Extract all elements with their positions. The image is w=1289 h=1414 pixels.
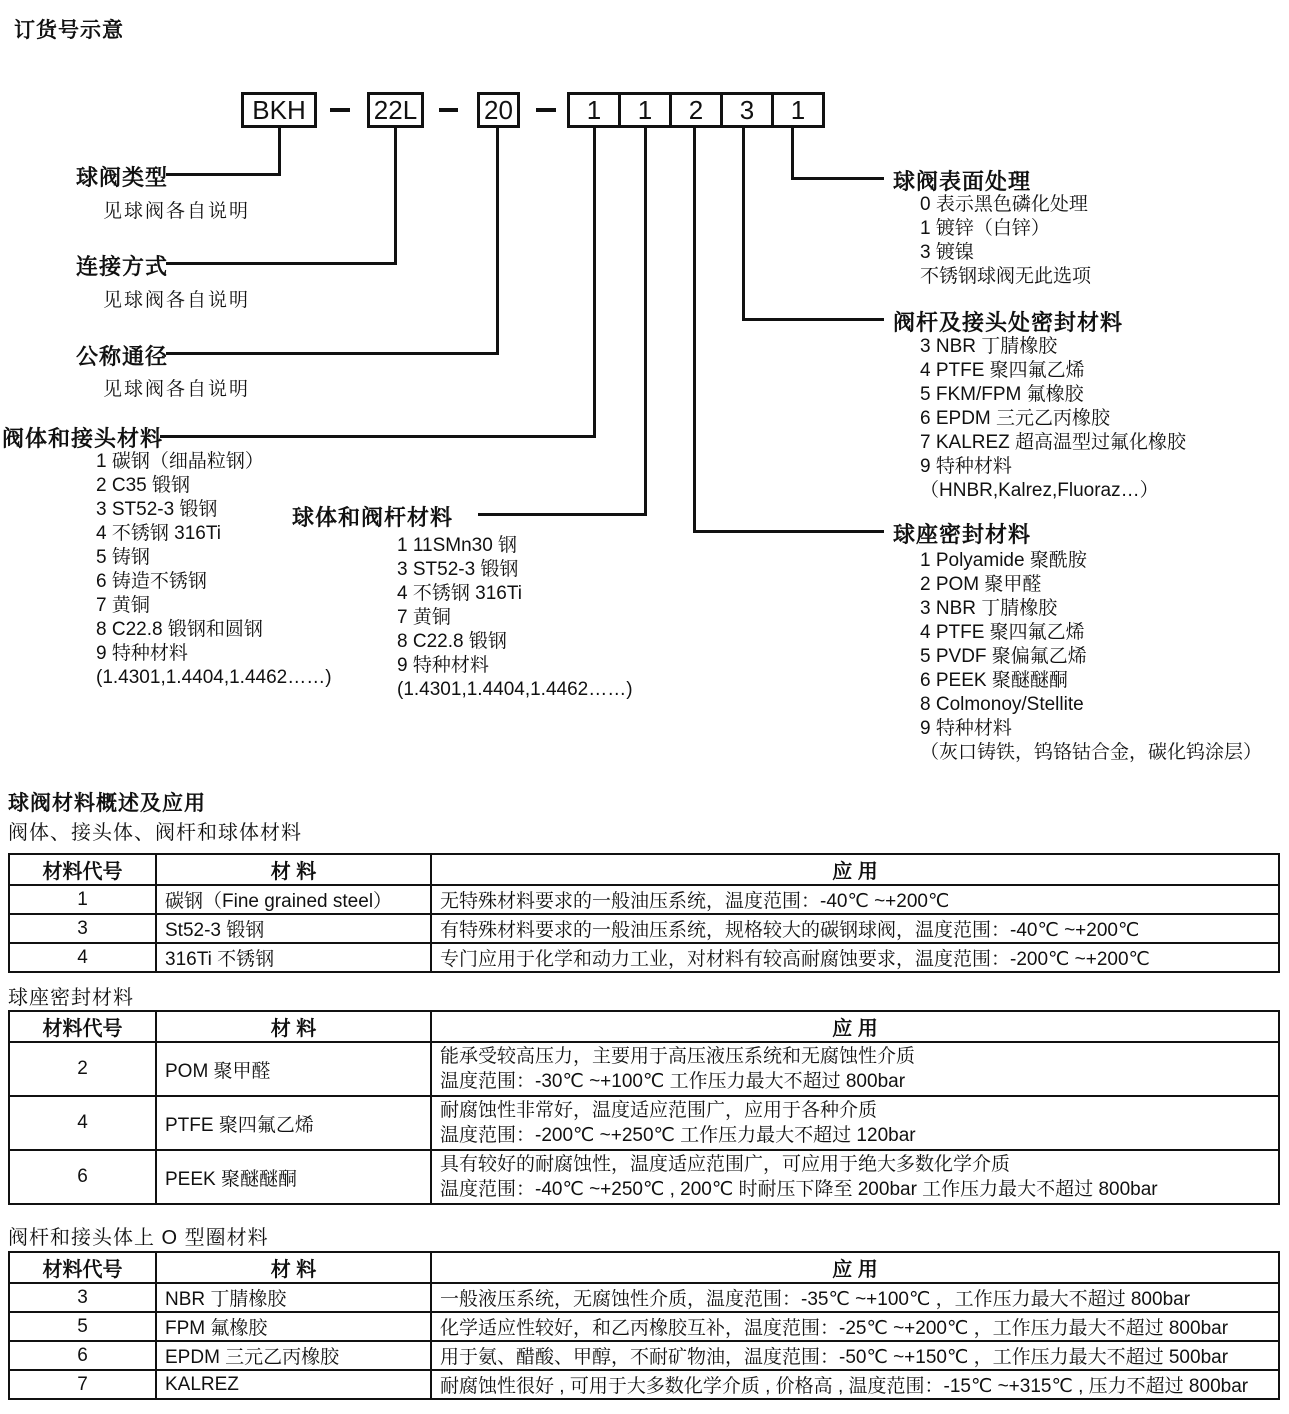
list-item: 4 不锈钢 316Ti xyxy=(96,523,221,544)
material-code-cell: 3 xyxy=(9,1283,156,1312)
material-code-cell: 4 xyxy=(9,943,156,972)
application-cell xyxy=(431,1096,1279,1150)
material-code-cell: 4 xyxy=(9,1096,156,1150)
application-cell xyxy=(431,1150,1279,1204)
list-item: 7 黄铜 xyxy=(397,607,451,628)
list-item: 8 C22.8 锻钢 xyxy=(397,631,507,652)
list-item: 9 特种材料 xyxy=(96,643,188,664)
list-item: 1 Polyamide 聚酰胺 xyxy=(920,550,1087,571)
list-item: 4 不锈钢 316Ti xyxy=(397,583,522,604)
body-material-list xyxy=(96,450,332,690)
connector-line xyxy=(791,128,794,180)
dash-connector xyxy=(439,108,458,112)
list-item: 6 PEEK 聚醚醚酮 xyxy=(920,670,1068,691)
code-digit-cell: 2 xyxy=(669,95,720,125)
connector-line xyxy=(166,173,281,176)
connector-line xyxy=(693,530,884,533)
material-cell: EPDM 三元乙丙橡胶 xyxy=(156,1341,431,1370)
material-cell: St52-3 锻钢 xyxy=(156,914,431,943)
column-header: 应 用 xyxy=(431,854,1279,885)
column-header: 材料代号 xyxy=(9,1252,156,1283)
material-code-cell: 1 xyxy=(9,885,156,914)
callout-body-material-label: 阀体和接头材料 xyxy=(2,426,164,451)
code-digit-cell: 1 xyxy=(586,94,602,125)
application-cell: 无特殊材料要求的一般油压系统，温度范围：-40℃ ~+200℃ xyxy=(431,885,1279,914)
table-row xyxy=(9,1370,1279,1399)
list-item: 8 Colmonoy/Stellite xyxy=(920,694,1084,715)
code-bore-box: 20 xyxy=(477,92,520,128)
list-item: 1 镀锌（白锌） xyxy=(920,218,1050,239)
material-code-cell: 2 xyxy=(9,1042,156,1096)
list-item: 9 特种材料 xyxy=(397,655,489,676)
application-cell: 有特殊材料要求的一般油压系统，规格较大的碳钢球阀，温度范围：-40℃ ~+200℃ xyxy=(431,914,1279,943)
material-code-cell: 3 xyxy=(9,914,156,943)
surface-treatment-list xyxy=(920,193,1091,289)
list-item: (1.4301,1.4404,1.4462……) xyxy=(96,667,332,688)
material-cell: PTFE 聚四氟乙烯 xyxy=(156,1096,431,1150)
connector-line xyxy=(593,128,596,438)
connector-line xyxy=(742,318,884,321)
callout-bore-note: 见球阀各自说明 xyxy=(103,379,251,400)
overview-title: 球阀材料概述及应用 xyxy=(8,792,206,815)
connector-line xyxy=(394,128,397,265)
material-cell: KALREZ xyxy=(156,1370,431,1399)
list-item: 3 NBR 丁腈橡胶 xyxy=(920,336,1058,357)
column-header: 应 用 xyxy=(431,1011,1279,1042)
table3-subtitle: 阀杆和接头体上 O 型圈材料 xyxy=(8,1227,269,1249)
material-cell: FPM 氟橡胶 xyxy=(156,1312,431,1341)
list-item: 9 特种材料 xyxy=(920,456,1012,477)
code-connection-box: 22L xyxy=(367,92,424,128)
list-item: 6 铸造不锈钢 xyxy=(96,571,207,592)
callout-valve-type-note: 见球阀各自说明 xyxy=(103,201,251,222)
list-item: 1 碳钢（细晶粒钢） xyxy=(96,451,264,472)
connector-line xyxy=(278,128,281,176)
callout-seat-seal-label: 球座密封材料 xyxy=(893,522,1032,547)
column-header: 材 料 xyxy=(156,1252,431,1283)
material-code-cell: 7 xyxy=(9,1370,156,1399)
table-row xyxy=(9,1312,1279,1341)
list-item: 4 PTFE 聚四氟乙烯 xyxy=(920,360,1085,381)
list-item: 5 FKM/FPM 氟橡胶 xyxy=(920,384,1084,405)
list-item: 8 C22.8 锻钢和圆钢 xyxy=(96,619,263,640)
application-cell: 耐腐蚀性很好 , 可用于大多数化学介质 , 价格高 , 温度范围：-15℃ ~+315℃ , 压力不超过 800bar xyxy=(431,1370,1279,1399)
table-row xyxy=(9,943,1279,972)
callout-connection-note: 见球阀各自说明 xyxy=(103,290,251,311)
connector-line xyxy=(644,128,647,516)
application-line: 耐腐蚀性非常好，温度适应范围广，应用于各种介质 xyxy=(440,1100,878,1121)
application-cell xyxy=(431,1042,1279,1096)
application-cell: 化学适应性较好，和乙丙橡胶互补，温度范围：-25℃ ~+200℃ ，工作压力最大不超过 800bar xyxy=(431,1312,1279,1341)
list-item: 2 POM 聚甲醛 xyxy=(920,574,1042,595)
table1-subtitle: 阀体、接头体、阀杆和球体材料 xyxy=(8,822,302,844)
table-row xyxy=(9,914,1279,943)
seat-seal-materials-table xyxy=(8,1010,1280,1205)
connector-line xyxy=(166,352,499,355)
page-title: 订货号示意 xyxy=(14,19,124,42)
table2-subtitle: 球座密封材料 xyxy=(8,987,134,1009)
callout-surface-treatment-label: 球阀表面处理 xyxy=(893,169,1032,194)
code-digit-row xyxy=(567,92,825,128)
list-item: 2 C35 锻钢 xyxy=(96,475,190,496)
connector-line xyxy=(160,435,596,438)
table-row xyxy=(9,1042,1279,1096)
connector-line xyxy=(166,262,397,265)
callout-connection-label: 连接方式 xyxy=(76,254,169,279)
code-digit-cell: 1 xyxy=(618,95,669,125)
list-item: 不锈钢球阀无此选项 xyxy=(920,266,1092,287)
code-digit-cell: 1 xyxy=(771,95,822,125)
application-cell: 一般液压系统，无腐蚀性介质，温度范围：-35℃ ~+100℃ ，工作压力最大不超过 800bar xyxy=(431,1283,1279,1312)
material-cell: NBR 丁腈橡胶 xyxy=(156,1283,431,1312)
application-cell: 用于氨、醋酸、甲醇，不耐矿物油，温度范围：-50℃ ~+150℃ ，工作压力最大不超过 500bar xyxy=(431,1341,1279,1370)
application-line: 温度范围：-40℃ ~+250℃ , 200℃ 时耐压下降至 200bar 工作压力最大不超过 800bar xyxy=(440,1179,1158,1200)
callout-ball-stem-material-label: 球体和阀杆材料 xyxy=(292,505,454,530)
material-cell: 碳钢（Fine grained steel） xyxy=(156,885,431,914)
oring-materials-table xyxy=(8,1251,1280,1400)
list-item: 7 KALREZ 超高温型过氟化橡胶 xyxy=(920,432,1187,453)
code-digit-cell: 3 xyxy=(720,95,771,125)
list-item: 5 PVDF 聚偏氟乙烯 xyxy=(920,646,1087,667)
table-row xyxy=(9,885,1279,914)
list-item: 9 特种材料 xyxy=(920,718,1012,739)
material-code-cell: 6 xyxy=(9,1341,156,1370)
list-item: 3 ST52-3 锻钢 xyxy=(397,559,519,580)
callout-valve-type-label: 球阀类型 xyxy=(76,165,169,190)
connector-line xyxy=(791,177,884,180)
stem-seal-list xyxy=(920,335,1186,503)
material-cell: 316Ti 不锈钢 xyxy=(156,943,431,972)
material-code-cell: 6 xyxy=(9,1150,156,1204)
list-item: 0 表示黑色磷化处理 xyxy=(920,194,1088,215)
connector-line xyxy=(478,513,647,516)
list-item: 3 NBR 丁腈橡胶 xyxy=(920,598,1058,619)
list-item: （HNBR,Kalrez,Fluoraz…） xyxy=(920,480,1159,501)
connector-line xyxy=(496,128,499,355)
application-cell: 专门应用于化学和动力工业，对材料有较高耐腐蚀要求，温度范围：-200℃ ~+200℃ xyxy=(431,943,1279,972)
column-header: 材料代号 xyxy=(9,854,156,885)
ball-stem-material-list xyxy=(397,534,633,702)
list-item: 3 镀镍 xyxy=(920,242,974,263)
dash-connector xyxy=(536,108,556,112)
application-line: 能承受较高压力，主要用于高压液压系统和无腐蚀性介质 xyxy=(440,1046,916,1067)
application-line: 温度范围：-30℃ ~+100℃ 工作压力最大不超过 800bar xyxy=(440,1071,906,1092)
list-item: 3 ST52-3 锻钢 xyxy=(96,499,218,520)
material-cell: PEEK 聚醚醚酮 xyxy=(156,1150,431,1204)
table-header-row xyxy=(9,854,1279,885)
table-row xyxy=(9,1096,1279,1150)
column-header: 应 用 xyxy=(431,1252,1279,1283)
callout-bore-label: 公称通径 xyxy=(76,344,169,369)
list-item: 7 黄铜 xyxy=(96,595,150,616)
table-row xyxy=(9,1283,1279,1312)
table-header-row xyxy=(9,1011,1279,1042)
table-row xyxy=(9,1341,1279,1370)
table-row xyxy=(9,1150,1279,1204)
column-header: 材 料 xyxy=(156,854,431,885)
application-line: 具有较好的耐腐蚀性，温度适应范围广，可应用于绝大多数化学介质 xyxy=(440,1154,1011,1175)
list-item: 4 PTFE 聚四氟乙烯 xyxy=(920,622,1085,643)
table-header-row xyxy=(9,1252,1279,1283)
connector-line xyxy=(742,128,745,321)
list-item: (1.4301,1.4404,1.4462……) xyxy=(397,679,633,700)
application-line: 温度范围：-200℃ ~+250℃ 工作压力最大不超过 120bar xyxy=(440,1125,916,1146)
list-item: 1 11SMn30 钢 xyxy=(397,535,518,556)
code-prefix-box: BKH xyxy=(241,92,317,128)
connector-line xyxy=(693,128,696,533)
seat-seal-list xyxy=(920,549,1262,765)
body-materials-table xyxy=(8,853,1280,973)
list-item: 6 EPDM 三元乙丙橡胶 xyxy=(920,408,1111,429)
column-header: 材料代号 xyxy=(9,1011,156,1042)
material-code-cell: 5 xyxy=(9,1312,156,1341)
list-item: 5 铸钢 xyxy=(96,547,150,568)
list-item: （灰口铸铁，钨铬钴合金，碳化钨涂层） xyxy=(920,742,1263,763)
callout-stem-seal-label: 阀杆及接头处密封材料 xyxy=(893,310,1124,335)
column-header: 材 料 xyxy=(156,1011,431,1042)
material-cell: POM 聚甲醛 xyxy=(156,1042,431,1096)
dash-connector xyxy=(330,108,350,112)
